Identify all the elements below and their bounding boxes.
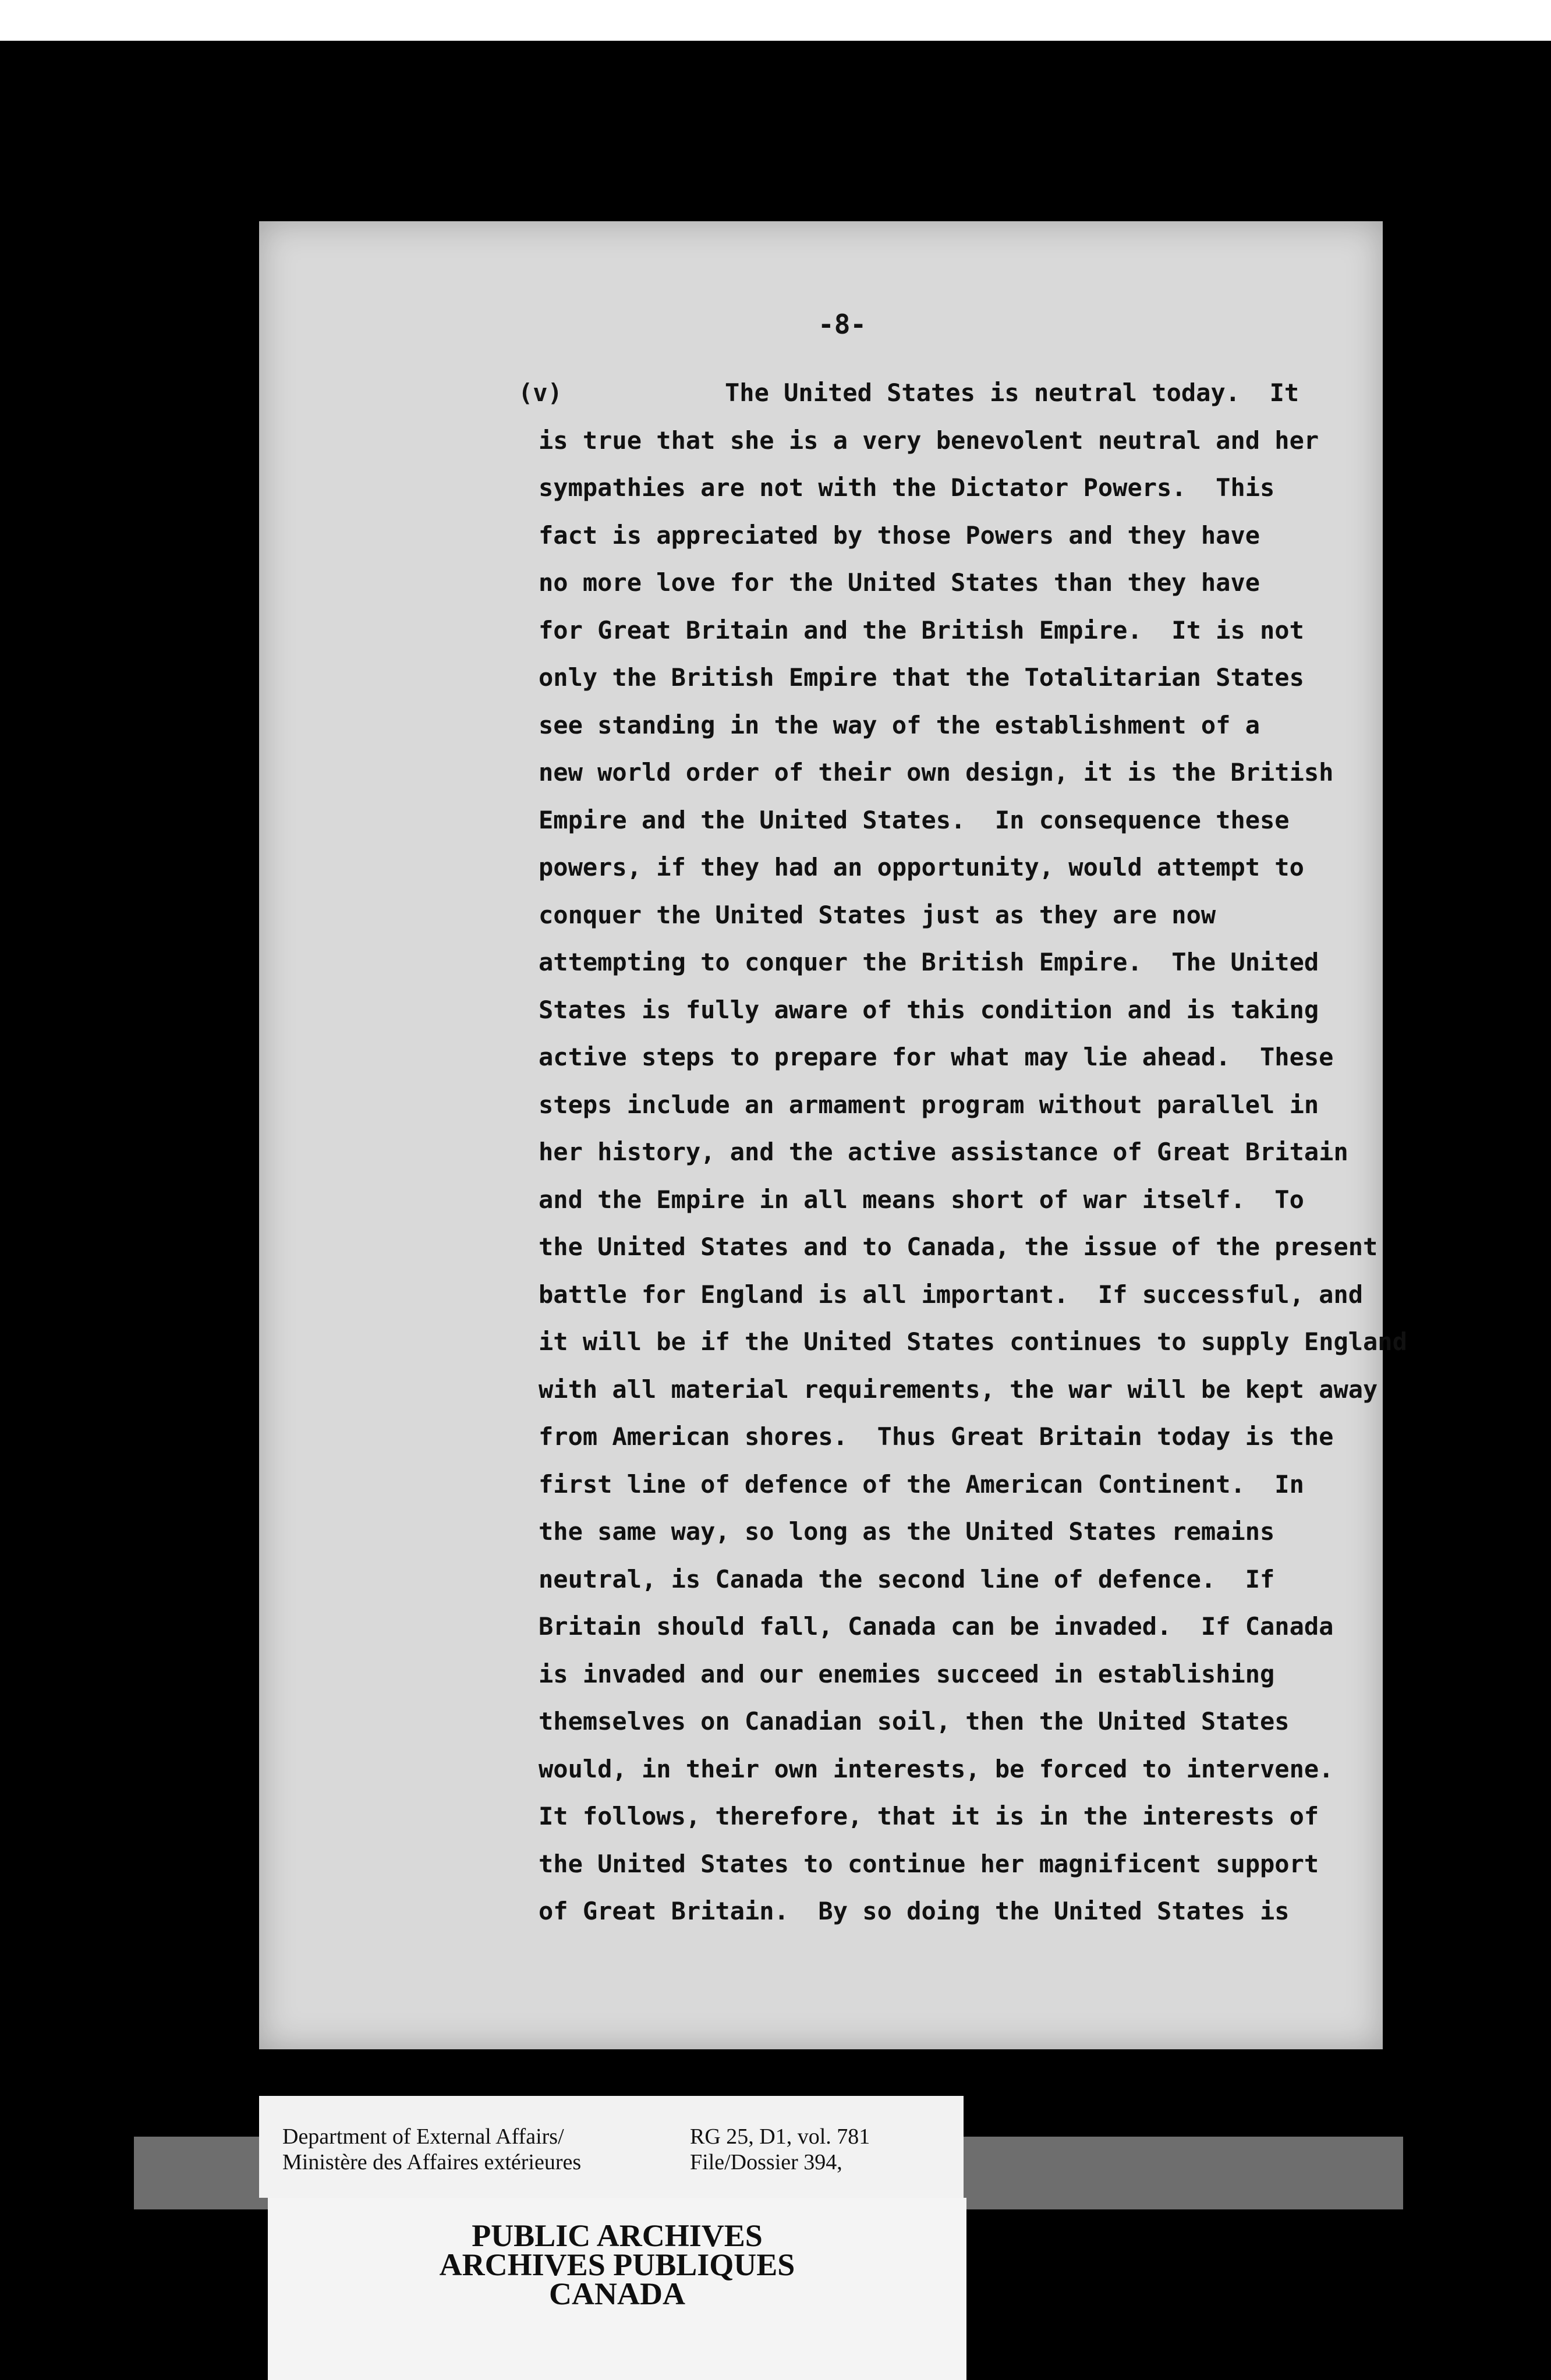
archive-label	[259, 2096, 964, 2198]
archive-label-department	[282, 2124, 581, 2175]
text-line: fact is appreciated by those Powers and they have	[539, 520, 1260, 550]
text-line: battle for England is all important. If successful, and	[539, 1280, 1364, 1309]
text-line: from American shores. Thus Great Britain today is the	[539, 1422, 1334, 1451]
text-line: for Great Britain and the British Empire. It is not	[539, 615, 1304, 644]
text-line: neutral, is Canada the second line of defence. If	[539, 1564, 1275, 1593]
text-line: It follows, therefore, that it is in the interests of	[539, 1802, 1319, 1830]
text-line: States is fully aware of this condition and is taking	[539, 995, 1319, 1024]
text-line: sympathies are not with the Dictator Powers. This	[539, 473, 1275, 502]
film-edge	[0, 0, 1551, 41]
text-line: is invaded and our enemies succeed in establishing	[539, 1659, 1275, 1688]
stamp-line-3: CANADA	[549, 2276, 685, 2311]
stamp-line-1: PUBLIC ARCHIVES	[472, 2218, 763, 2253]
archives-stamp	[268, 2198, 966, 2380]
document-page	[259, 221, 1407, 2049]
file-number: File/Dossier 394,	[690, 2150, 842, 2174]
text-line: with all material requirements, the war will be kept away	[539, 1375, 1378, 1404]
text-line: her history, and the active assistance of Great Britain	[539, 1138, 1348, 1166]
text-line: of Great Britain. By so doing the United States is	[539, 1897, 1290, 1925]
text-line: is true that she is a very benevolent neutral and her	[539, 426, 1319, 455]
reference-number: RG 25, D1, vol. 781	[690, 2124, 870, 2149]
text-line: steps include an armament program without parallel in	[539, 1090, 1319, 1119]
text-line: active steps to prepare for what may lie ahead. These	[539, 1043, 1334, 1071]
text-line: the same way, so long as the United States remains	[539, 1517, 1275, 1546]
text-line: only the British Empire that the Totalitarian States	[539, 663, 1304, 692]
department-fr: Ministère des Affaires extérieures	[282, 2150, 582, 2174]
text-line: The United States is neutral today. It	[725, 378, 1299, 407]
text-line: and the Empire in all means short of war itself. To	[539, 1185, 1304, 1214]
text-line: themselves on Canadian soil, then the United States	[539, 1707, 1290, 1736]
stamp-text	[268, 2218, 966, 2311]
text-line: no more love for the United States than they have	[539, 568, 1260, 597]
text-line: new world order of their own design, it is the British	[539, 758, 1334, 787]
text-line: powers, if they had an opportunity, would attempt to	[539, 853, 1304, 881]
text-line: it will be if the United States continues to supply England	[539, 1327, 1407, 1356]
stamp-line-2: ARCHIVES PUBLIQUES	[439, 2247, 795, 2282]
text-line: would, in their own interests, be forced to intervene.	[539, 1754, 1334, 1783]
text-line: first line of defence of the American Continent. In	[539, 1469, 1304, 1499]
text-line: the United States to continue her magnificent support	[539, 1849, 1319, 1878]
text-line: conquer the United States just as they are now	[539, 900, 1216, 929]
text-line: see standing in the way of the establishment of a	[539, 710, 1260, 739]
section-mark: (v)	[518, 378, 562, 407]
text-line: Britain should fall, Canada can be invaded. If Canada	[539, 1612, 1334, 1641]
text-line: the United States and to Canada, the issue of the present	[539, 1232, 1378, 1261]
department-en: Department of External Affairs/	[282, 2124, 564, 2149]
archive-label-reference	[690, 2124, 870, 2175]
text-line: Empire and the United States. In consequence these	[539, 805, 1290, 834]
page-number: -8-	[818, 309, 867, 340]
text-line: attempting to conquer the British Empire. The United	[539, 948, 1319, 976]
